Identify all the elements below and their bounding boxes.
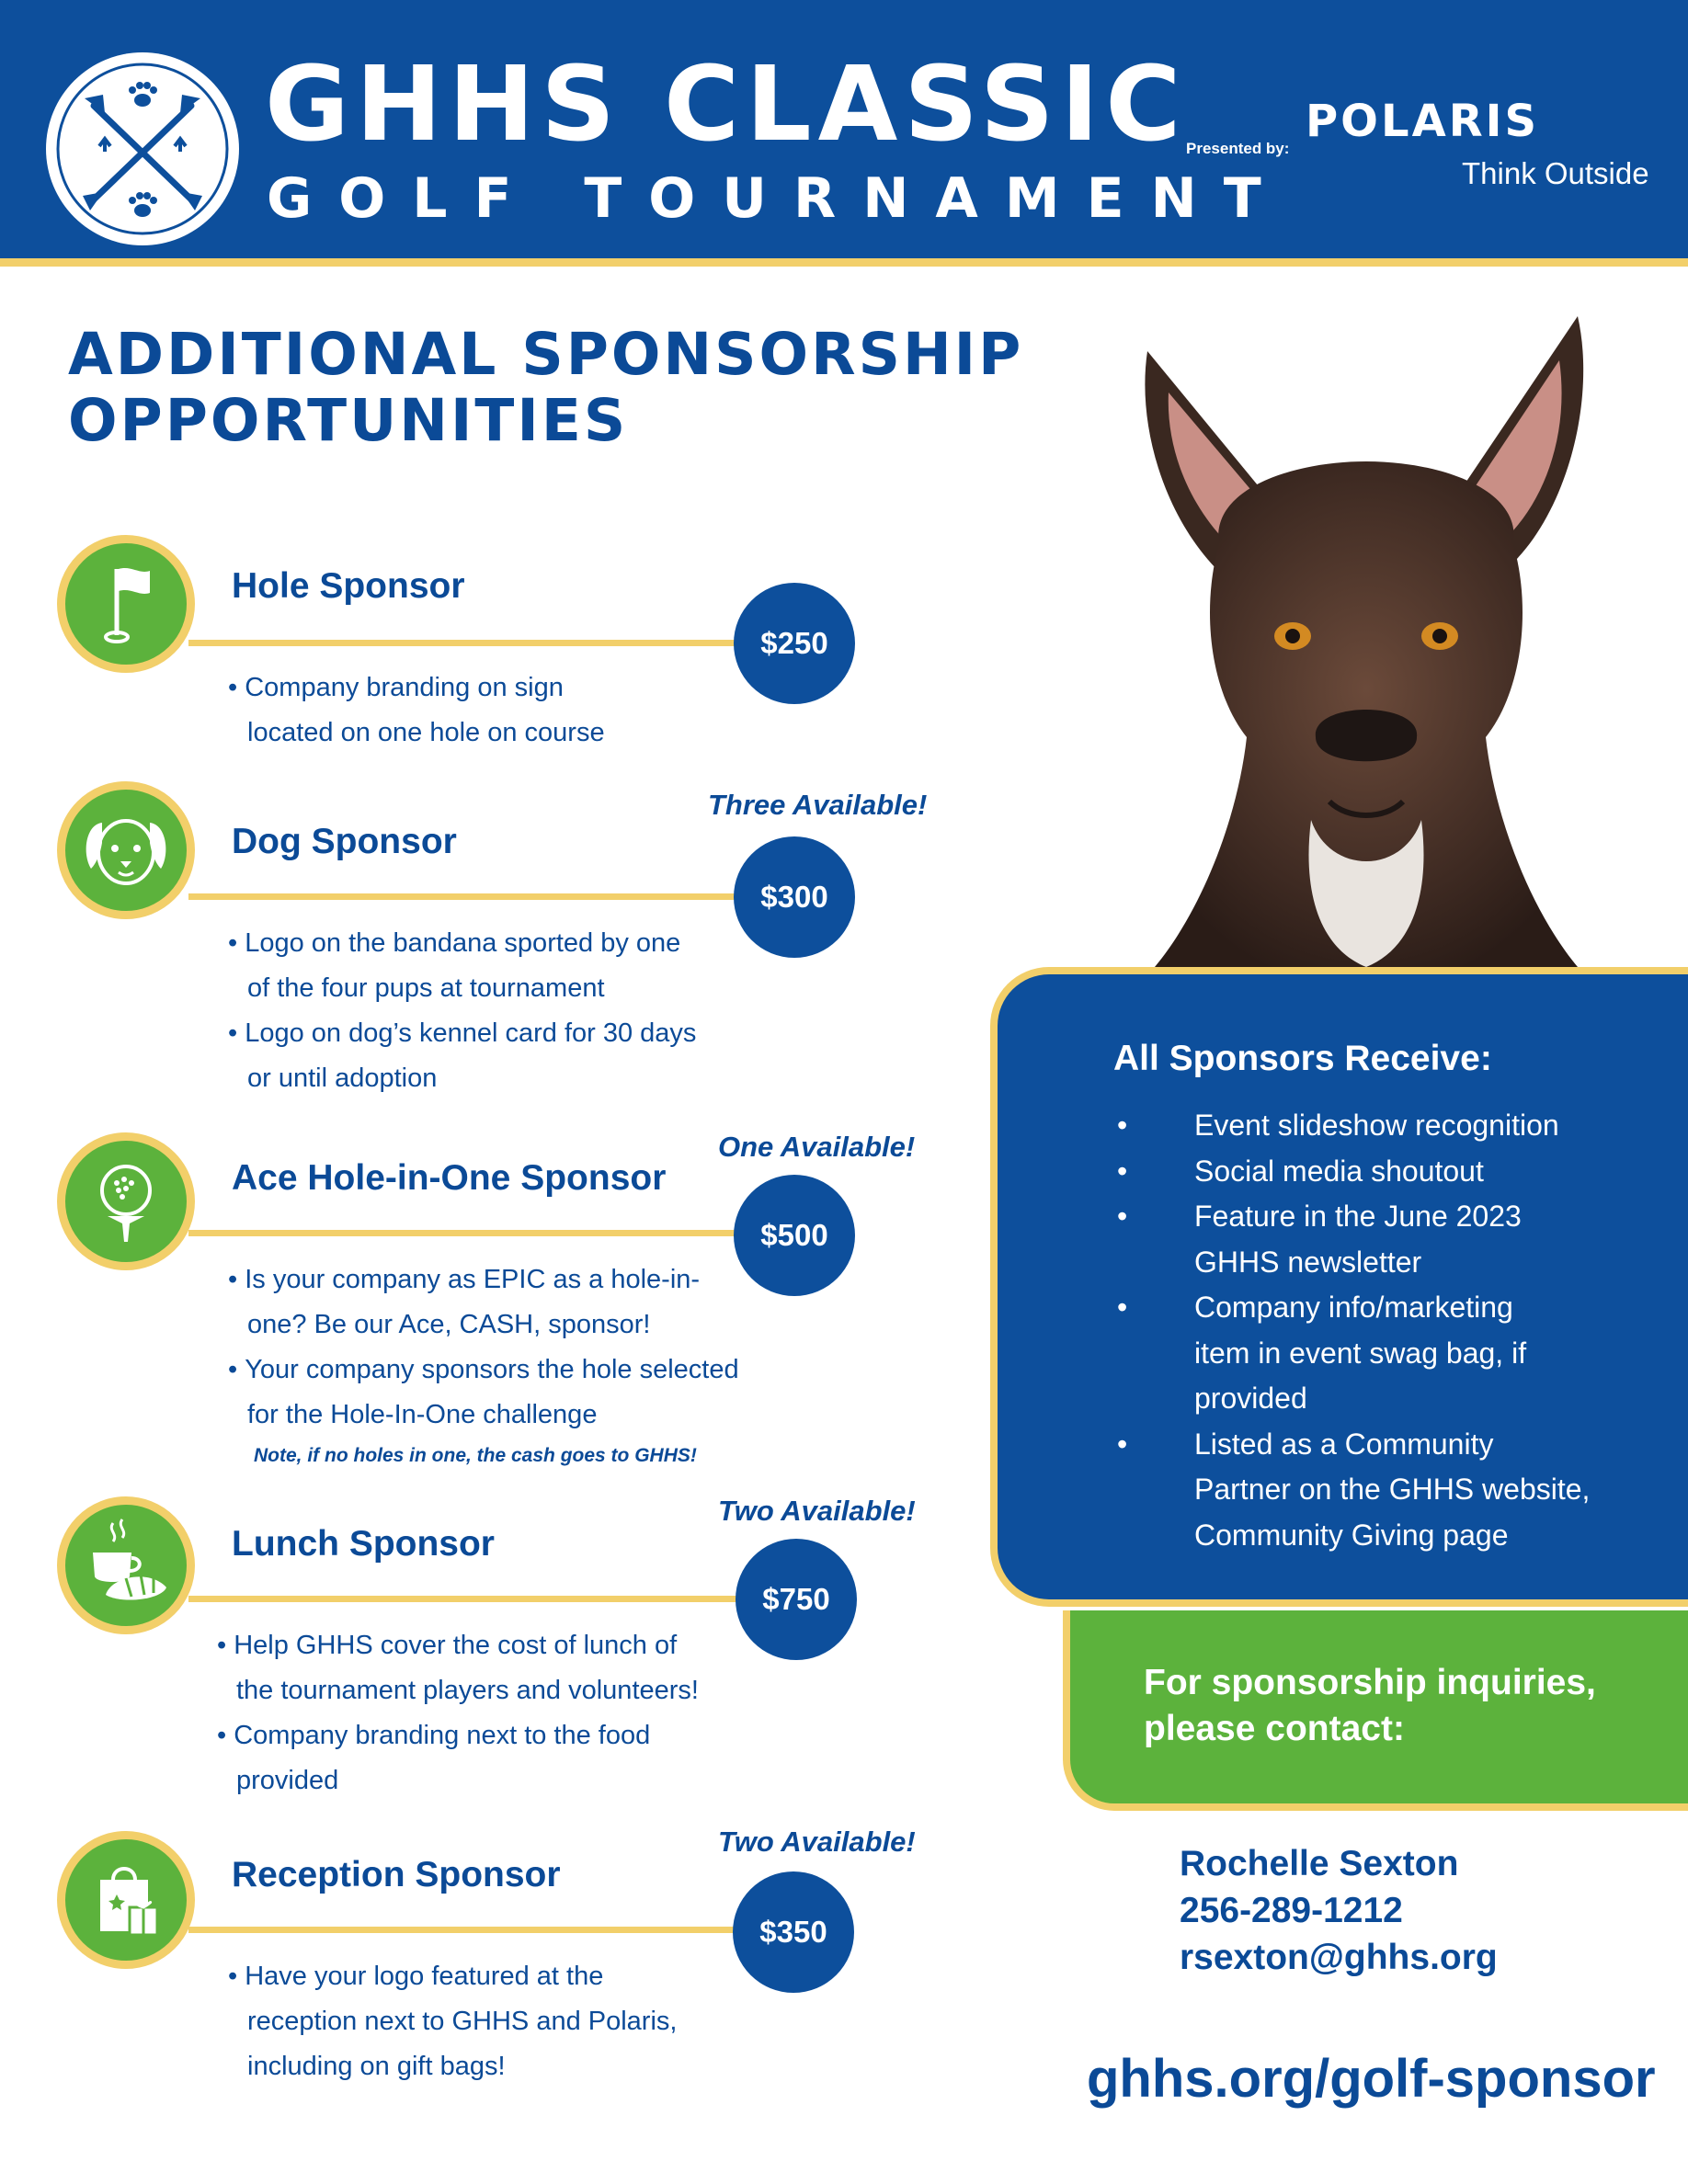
paw-icon [129, 82, 157, 107]
tournament-logo [46, 52, 239, 245]
golf-ball-tee-icon [65, 1141, 187, 1262]
sponsorship-note: Note, if no holes in one, the cash goes to GHHS! [254, 1445, 697, 1466]
row-divider [188, 1230, 763, 1236]
availability-label: Two Available! [718, 1495, 916, 1527]
benefit-item: • Logo on dog’s kennel card for 30 days or until adoption [228, 1011, 706, 1101]
benefit-item: • Company branding on sign located on one hole on course [228, 665, 623, 756]
benefit-item: • Event slideshow recognition [1117, 1103, 1595, 1149]
benefit-item: • Social media shoutout [1117, 1149, 1595, 1195]
page-headline [68, 322, 1023, 454]
benefit-item: • Company info/marketing item in event swag bag, if provided [1117, 1285, 1577, 1422]
all-sponsors-heading: All Sponsors Receive: [1113, 1039, 1492, 1078]
sponsorship-benefits [217, 1623, 713, 1803]
presented-by-label: Presented by: [1186, 140, 1290, 157]
row-divider [188, 893, 763, 900]
header-banner [0, 0, 1688, 267]
price-badge: $250 [734, 583, 855, 704]
website-link[interactable]: ghhs.org/golf-sponsor [1087, 2049, 1656, 2109]
coffee-croissant-icon [65, 1505, 187, 1626]
availability-label: Two Available! [718, 1826, 916, 1858]
hole-icon-badge [57, 535, 195, 673]
lunch-icon-badge [57, 1496, 195, 1634]
ace-icon-badge [57, 1132, 195, 1270]
row-divider [188, 1596, 763, 1602]
sponsorship-benefits [228, 1954, 688, 2089]
headline-line-2: OPPORTUNITIES [68, 387, 629, 454]
inquiries-text: For sponsorship inquiries, please contact: [1144, 1663, 1596, 1748]
headline-line-1: ADDITIONAL SPONSORSHIP [68, 321, 1024, 388]
benefit-item: • Listed as a Community Partner on the GHHS website, Community Giving page [1117, 1422, 1595, 1559]
polaris-tagline: Think Outside [1462, 156, 1649, 190]
row-divider [188, 1927, 763, 1933]
dog-photo [1100, 305, 1633, 967]
tournament-subtitle: GOLF TOURNAMENT [267, 166, 1288, 231]
contact-block [1180, 1840, 1498, 1981]
benefit-item: • Company branding next to the food provided [217, 1713, 713, 1803]
availability-label: One Available! [718, 1131, 916, 1163]
gift-bag-icon [65, 1839, 187, 1961]
price-badge: $350 [733, 1871, 854, 1993]
all-sponsors-list [1117, 1103, 1595, 1558]
polaris-logo: POLARIS [1306, 96, 1540, 147]
contact-name: Rochelle Sexton [1180, 1844, 1459, 1883]
row-divider [188, 640, 763, 646]
sponsorship-title: Reception Sponsor [232, 1855, 561, 1894]
sponsorship-title: Lunch Sponsor [232, 1524, 495, 1564]
golf-clubs-logo-icon [46, 52, 239, 245]
reception-icon-badge [57, 1831, 195, 1969]
contact-phone[interactable]: 256-289-1212 [1180, 1891, 1403, 1930]
benefit-item: • Your company sponsors the hole selected for the Hole-In-One challenge [228, 1348, 743, 1438]
sponsorship-title: Ace Hole-in-One Sponsor [232, 1158, 667, 1198]
price-badge: $500 [734, 1175, 855, 1296]
contact-email[interactable]: rsexton@ghhs.org [1180, 1938, 1498, 1977]
benefit-item: • Logo on the bandana sported by one of the four pups at tournament [228, 921, 706, 1011]
sponsorship-title: Dog Sponsor [232, 822, 457, 861]
benefit-item: • Help GHHS cover the cost of lunch of the tournament players and volunteers! [217, 1623, 713, 1713]
sponsorship-benefits [228, 1257, 743, 1438]
benefit-item: • Is your company as EPIC as a hole-in-one? Be our Ace, CASH, sponsor! [228, 1257, 743, 1348]
flag-icon [65, 543, 187, 665]
inquiries-panel [1063, 1610, 1688, 1811]
benefit-item: • Feature in the June 2023 GHHS newsletter [1117, 1194, 1595, 1285]
tournament-title: GHHS CLASSIC [265, 45, 1188, 165]
puppy-icon [65, 790, 187, 911]
sponsorship-title: Hole Sponsor [232, 566, 465, 606]
availability-label: Three Available! [708, 789, 928, 821]
sponsorship-benefits [228, 665, 623, 756]
sponsorship-benefits [228, 921, 706, 1101]
benefit-item: • Have your logo featured at the reception next to GHHS and Polaris, including on gift bags! [228, 1954, 688, 2089]
dog-icon-badge [57, 781, 195, 919]
price-badge: $300 [734, 836, 855, 958]
price-badge: $750 [736, 1539, 857, 1660]
all-sponsors-panel [990, 967, 1688, 1607]
